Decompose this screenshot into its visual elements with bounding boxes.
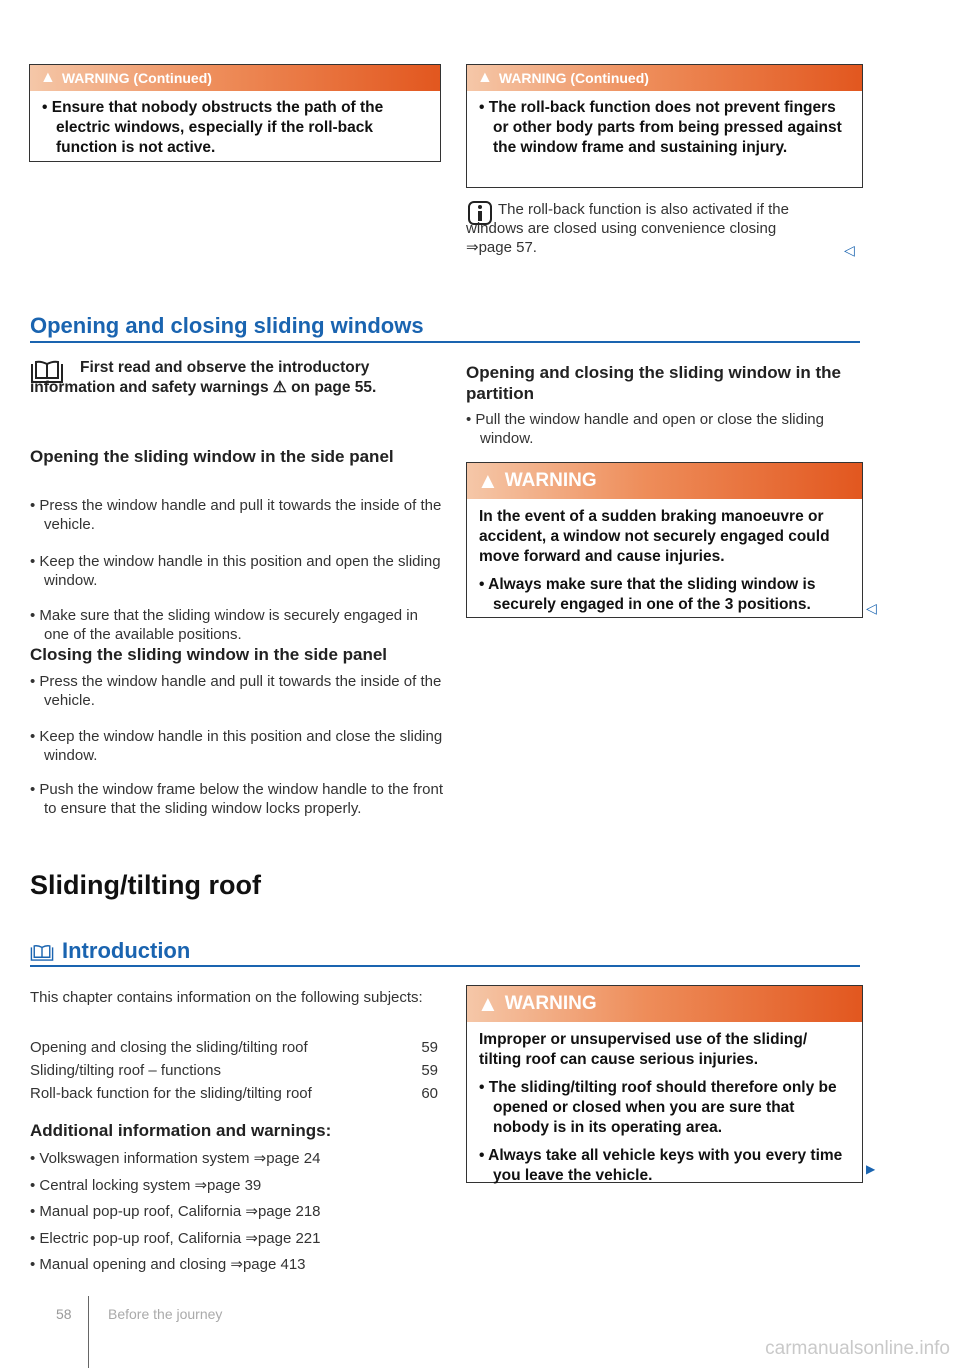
warning-bullet: • Always make sure that the sliding window is securely engaged in one of the 3 positions. <box>479 575 850 615</box>
warning-bullet: • Ensure that nobody obstructs the path of the electric windows, especially if the roll-back function is not active. <box>42 98 428 158</box>
toc-label: Roll-back function for the sliding/tilting roof <box>30 1085 312 1102</box>
side-close-step-1: • Press the window handle and pull it towards the inside of the vehicle. <box>30 672 454 710</box>
continue-arrow-icon: ▶ <box>866 1162 876 1176</box>
list-item[interactable]: • Volkswagen information system ⇒page 24 <box>30 1146 440 1173</box>
side-open-step-2: • Keep the window handle in this position and open the sliding window. <box>30 552 444 590</box>
section-heading: Opening and closing sliding windows <box>30 313 424 338</box>
toc-page: 60 <box>421 1085 438 1102</box>
footer-section: Before the journey <box>108 1306 223 1322</box>
section-rule <box>30 341 860 343</box>
warning-title: WARNING <box>504 993 597 1014</box>
warning-roof <box>466 985 863 1183</box>
toc-row[interactable] <box>30 1036 438 1059</box>
toc-label: Sliding/tilting roof – functions <box>30 1062 221 1079</box>
toc-row[interactable] <box>30 1059 438 1082</box>
list-item[interactable]: • Central locking system ⇒page 39 <box>30 1173 440 1200</box>
page-number: 58 <box>56 1306 72 1322</box>
warning-header <box>30 65 440 91</box>
warning-bullet: • The roll-back function does not prevent fingers or other body parts from being pressed against the window frame and sustaining injury. <box>479 98 850 158</box>
warning-text: In the event of a sudden braking manoeuvre or accident, a window not securely engaged could move forward and cause injuries. <box>479 508 830 565</box>
toc-row[interactable] <box>30 1082 438 1105</box>
warning-bullet: • Always take all vehicle keys with you every time you leave the vehicle. <box>479 1146 850 1186</box>
warning-title: WARNING (Continued) <box>498 70 649 86</box>
list-item[interactable]: • Electric pop-up roof, California ⇒page 221 <box>30 1226 440 1253</box>
book-icon <box>30 944 54 962</box>
list-item[interactable]: • Manual pop-up roof, California ⇒page 218 <box>30 1199 440 1226</box>
warning-title: WARNING <box>504 470 597 491</box>
list-item[interactable]: • Manual opening and closing ⇒page 413 <box>30 1252 440 1279</box>
end-of-section-icon: ◁ <box>844 242 855 258</box>
side-close-title: Closing the sliding window in the side panel <box>30 645 388 664</box>
toc-label: Opening and closing the sliding/tilting roof <box>30 1039 308 1056</box>
toc-page: 59 <box>421 1062 438 1079</box>
chapter-heading: Sliding/tilting roof <box>30 870 261 900</box>
warning-text: Improper or unsupervised use of the sliding/ tilting roof can cause serious injuries. <box>479 1031 808 1068</box>
warning-triangle-icon: ▲ <box>477 468 499 493</box>
warning-bullet: • The sliding/tilting roof should therefore only be opened or closed when you are sure that nobody is in its operating area. <box>479 1078 850 1138</box>
partition-step: • Pull the window handle and open or close the sliding window. <box>466 410 875 448</box>
warning-title: WARNING (Continued) <box>61 70 212 86</box>
warning-continued-right <box>466 64 863 188</box>
intro-text: First read and observe the introductory information and safety warnings ⚠ on page 55. <box>30 359 377 396</box>
section-rule <box>30 965 860 967</box>
end-of-section-icon: ◁ <box>866 600 877 616</box>
book-icon <box>30 360 64 384</box>
side-open-title: Opening the sliding window in the side panel <box>30 447 394 466</box>
side-close-step-2: • Keep the window handle in this position and close the sliding window. <box>30 727 444 765</box>
watermark: carmanualsonline.info <box>765 1338 950 1359</box>
additional-info-list <box>30 1146 440 1279</box>
toc-list <box>30 1036 438 1105</box>
intro-block <box>30 358 440 398</box>
info-note-text: The roll-back function is also activated if the windows are closed using convenience closing ⇒page 57. <box>466 201 789 256</box>
footer-divider <box>88 1296 89 1368</box>
warning-header <box>467 463 862 499</box>
side-open-step-3: • Make sure that the sliding window is securely engaged in one of the available positions. <box>30 606 444 644</box>
warning-header <box>467 65 862 91</box>
side-open-step-1: • Press the window handle and pull it towards the inside of the vehicle. <box>30 496 454 534</box>
additional-info-title: Additional information and warnings: <box>30 1121 332 1140</box>
introduction-title: Introduction <box>62 938 191 963</box>
warning-triangle-icon: ▲ <box>477 69 493 86</box>
footer <box>56 1306 72 1322</box>
warning-header <box>467 986 862 1022</box>
warning-triangle-icon: ▲ <box>40 69 56 86</box>
warning-sliding-window <box>466 462 863 618</box>
warning-triangle-icon: ▲ <box>477 991 499 1016</box>
toc-page: 59 <box>421 1039 438 1056</box>
warning-continued-left <box>29 64 441 162</box>
side-close-step-3: • Push the window frame below the window handle to the front to ensure that the sliding window locks properly. <box>30 780 444 818</box>
partition-title: Opening and closing the sliding window in the partition <box>466 363 841 403</box>
roof-intro-text: This chapter contains information on the following subjects: <box>30 989 423 1006</box>
